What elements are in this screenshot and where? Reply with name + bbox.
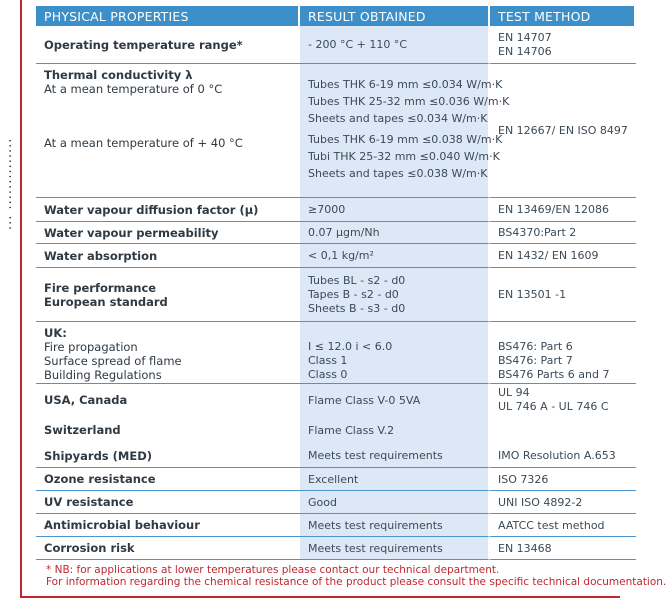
uk-res-1: I ≤ 12.0 i < 6.0 [308, 340, 393, 353]
vapour-diffusion-method: EN 13469/EN 12086 [490, 198, 636, 222]
thermal-method: EN 12667/ EN ISO 8497 [490, 64, 636, 198]
switzerland-property: Switzerland [44, 423, 121, 437]
uk-res-3: Class 0 [308, 368, 348, 381]
thermal-res-0-tubes-large: Tubes THK 25-32 mm ≤0.036 W/m·K [308, 95, 510, 108]
shipyards-result: Meets test requirements [300, 444, 490, 468]
uk-method-1: BS476: Part 6 [498, 340, 573, 353]
uk-item-surface-spread: Surface spread of flame [44, 354, 182, 368]
row-usa-canada [36, 384, 636, 416]
ozone-result: Excellent [300, 468, 490, 491]
thermal-result [300, 64, 510, 198]
ozone-method: ISO 7326 [490, 468, 636, 491]
vapour-diffusion-property: Water vapour diffusion factor (μ) [36, 198, 300, 222]
uv-result: Good [300, 491, 490, 514]
op-temp-property: Operating temperature range* [36, 26, 300, 64]
uk-heading: UK: [44, 326, 67, 340]
thermal-res-0-sheets: Sheets and tapes ≤0.034 W/m·K [308, 112, 488, 125]
header-row [36, 6, 636, 26]
fire-property-1: Fire performance [44, 280, 157, 295]
vapour-diffusion-result: ≥7000 [300, 198, 490, 222]
thermal-title: Thermal conductivity λ [44, 68, 193, 82]
op-temp-result: - 200 °C + 110 °C [300, 26, 490, 64]
vapour-perm-property: Water vapour permeability [36, 222, 300, 244]
corrosion-result: Meets test requirements [300, 537, 490, 560]
thermal-res-40-sheets: Sheets and tapes ≤0.038 W/m·K [308, 167, 488, 180]
row-shipyards [36, 444, 636, 468]
corrosion-method: EN 13468 [490, 537, 636, 560]
header-result-obtained: RESULT OBTAINED [300, 6, 490, 26]
antimicrobial-method: AATCC test method [490, 514, 636, 537]
usa-method-2: UL 746 A - UL 746 C [498, 400, 609, 413]
row-water-absorption [36, 244, 636, 268]
antimicrobial-property: Antimicrobial behaviour [36, 514, 300, 537]
uk-method-2: BS476: Part 7 [498, 354, 573, 367]
row-thermal-conductivity [36, 64, 636, 198]
fire-method: EN 13501 -1 [490, 268, 636, 322]
thermal-sub-40c: At a mean temperature of + 40 °C [44, 136, 243, 150]
thermal-sub-0c: At a mean temperature of 0 °C [44, 82, 223, 96]
row-vapour-diffusion [36, 198, 636, 222]
fire-res-tapes: Tapes B - s2 - d0 [308, 287, 399, 301]
footnote-line-2: For information regarding the chemical resistance of the product please consult the specific technical documentation. [46, 576, 666, 588]
row-vapour-permeability [36, 222, 636, 244]
usa-result: Flame Class V-0 5VA [300, 384, 490, 416]
row-uv [36, 491, 636, 514]
uk-res-2: Class 1 [308, 354, 348, 367]
op-temp-method-1: EN 14707 [498, 30, 552, 44]
absorption-method: EN 1432/ EN 1609 [490, 244, 636, 268]
switzerland-result: Flame Class V.2 [300, 416, 490, 444]
row-ozone [36, 468, 636, 491]
switzerland-method [490, 416, 636, 444]
shipyards-property: Shipyards (MED) [36, 444, 300, 468]
row-antimicrobial [36, 514, 636, 537]
row-fire-performance [36, 268, 636, 322]
fire-res-sheets: Sheets B - s3 - d0 [308, 301, 406, 315]
uv-property: UV resistance [36, 491, 300, 514]
uk-property [36, 322, 300, 384]
thermal-res-0-tubes-small: Tubes THK 6-19 mm ≤0.034 W/m·K [308, 78, 503, 91]
uv-method: UNI ISO 4892-2 [490, 491, 636, 514]
uk-method-3: BS476 Parts 6 and 7 [498, 368, 610, 381]
row-corrosion [36, 537, 636, 560]
fire-result [300, 268, 490, 322]
vapour-perm-method: BS4370:Part 2 [490, 222, 636, 244]
corrosion-property: Corrosion risk [36, 537, 300, 560]
uk-item-building-regulations: Building Regulations [44, 368, 162, 382]
row-uk [36, 322, 636, 384]
shipyards-method: IMO Resolution A.653 [490, 444, 636, 468]
footnote [46, 564, 666, 588]
ozone-property: Ozone resistance [36, 468, 300, 491]
side-edge-text: ... .............. [0, 137, 15, 230]
usa-property: USA, Canada [44, 393, 128, 407]
thermal-res-40-tubes-large: Tubi THK 25-32 mm ≤0.040 W/m·K [308, 150, 500, 163]
footnote-line-1: * NB: for applications at lower temperatures please contact our technical department. [46, 564, 500, 576]
fire-property [36, 268, 300, 322]
fire-property-2: European standard [44, 294, 168, 309]
uk-item-fire-propagation: Fire propagation [44, 340, 138, 354]
row-operating-temperature [36, 26, 636, 64]
antimicrobial-result: Meets test requirements [300, 514, 490, 537]
op-temp-method-2: EN 14706 [498, 44, 552, 58]
uk-method [490, 322, 636, 384]
properties-table [36, 6, 636, 560]
usa-method-1: UL 94 [498, 386, 530, 399]
fire-res-tubes: Tubes BL - s2 - d0 [308, 273, 406, 287]
absorption-result: < 0,1 kg/m² [300, 244, 490, 268]
uk-result [300, 322, 490, 384]
usa-method [490, 384, 636, 416]
op-temp-method [490, 26, 636, 64]
absorption-property: Water absorption [36, 244, 300, 268]
vapour-perm-result: 0.07 µgm/Nh [300, 222, 490, 244]
thermal-property [36, 64, 300, 198]
header-test-method: TEST METHOD [490, 6, 636, 26]
thermal-res-40-tubes-small: Tubes THK 6-19 mm ≤0.038 W/m·K [308, 133, 503, 146]
row-switzerland [36, 416, 636, 444]
header-physical-properties: PHYSICAL PROPERTIES [36, 6, 300, 26]
